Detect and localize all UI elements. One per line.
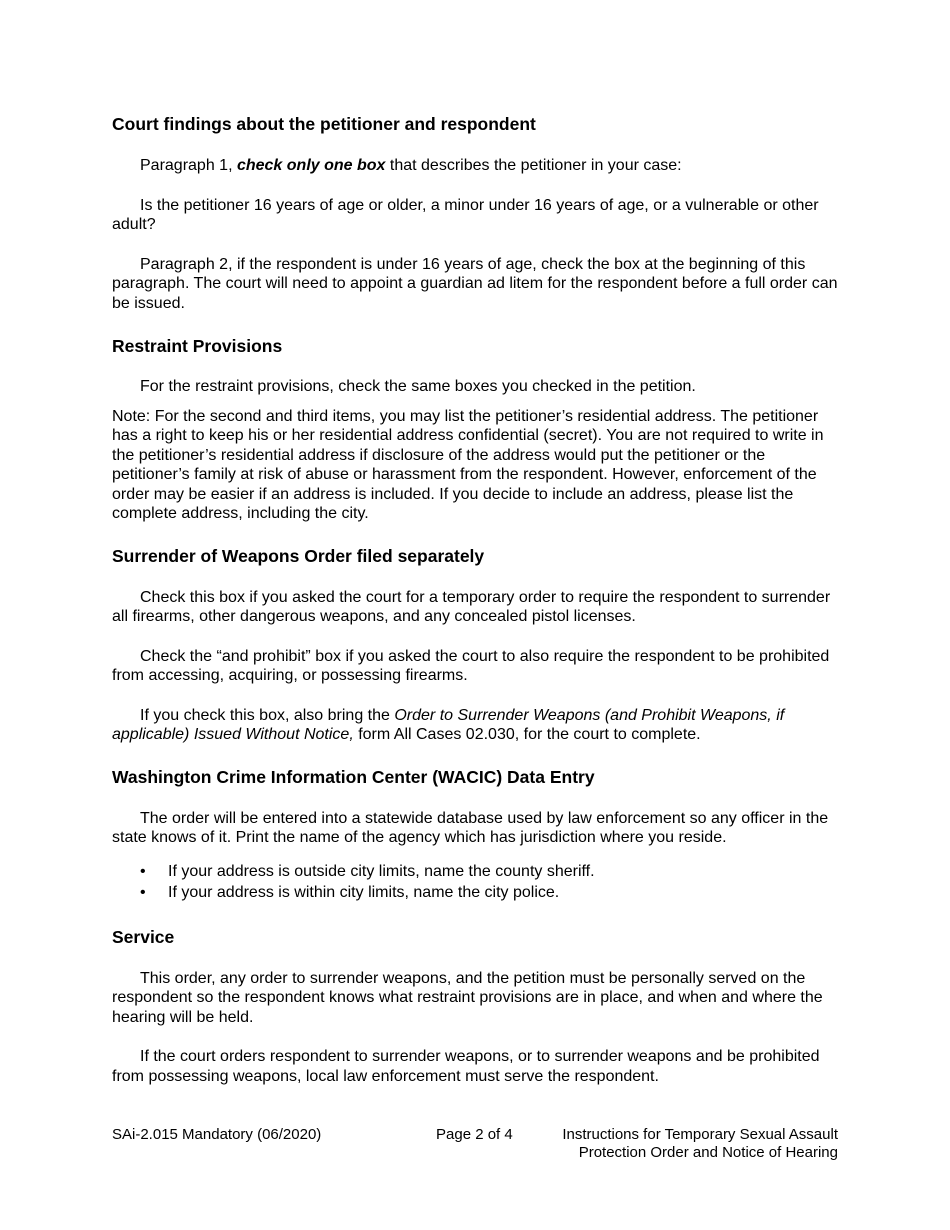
form-title-line-1: Instructions for Temporary Sexual Assault (562, 1126, 838, 1143)
order-to-surrender-form-title: Order to Surrender Weapons (and Prohibit Weapons, if applicable) Issued Without Notice, (112, 706, 785, 743)
weapons-paragraph-3 (112, 706, 838, 745)
list-item: • If your address is within city limits, name the city police. (168, 882, 838, 903)
weapons-paragraph-1: Check this box if you asked the court for a temporary order to require the respondent to surrender all firearms, other dangerous weapons, and any concealed pistol licenses. (112, 588, 831, 625)
heading-restraint-provisions: Restraint Provisions (112, 336, 283, 356)
restraint-note: Note: For the second and third items, you may list the petitioner’s residential address. The petitioner has a right to keep his or her residential address confidential (secret). You are not required to write in the petitioner’s residential address if disclosure of the address would put the petitioner or the petitioner’s family at risk of abuse or harassment from the respondent. However, enforcement of the order may be easier if an address is included. If you decide to include an address, please list the complete address, including the city. (112, 407, 824, 522)
form-title (562, 1126, 838, 1162)
weapons-p3-pre: If you check this box, also bring the (140, 706, 395, 724)
page-number: Page 2 of 4 (436, 1126, 513, 1143)
wacic-paragraph-1: The order will be entered into a statewide database used by law enforcement so any officer in the state knows of it. Print the name of the agency which has jurisdiction where you reside. (112, 809, 829, 846)
weapons-p3-post: form All Cases 02.030, for the court to complete. (353, 726, 701, 743)
court-findings-p1-post: that describes the petitioner in your case: (385, 157, 682, 174)
weapons-paragraph-2: Check the “and prohibit” box if you asked the court to also require the respondent to be prohibited from accessing, acquiring, or possessing firearms. (112, 647, 830, 684)
heading-surrender-weapons: Surrender of Weapons Order filed separately (112, 545, 485, 566)
service-paragraph-1: This order, any order to surrender weapons, and the petition must be personally served on the respondent so the respondent knows what restraint provisions are in place, and when and where the hearing will be held. (112, 969, 823, 1026)
form-title-line-2: Protection Order and Notice of Hearing (578, 1144, 838, 1161)
restraint-paragraph-1: For the restraint provisions, check the same boxes you checked in the petition. (140, 378, 696, 395)
court-findings-paragraph-3: Paragraph 2, if the respondent is under 16 years of age, check the box at the beginning of this paragraph. The court will need to appoint a guardian ad litem for the respondent before a full order can be issued. (112, 255, 838, 312)
service-paragraph-2: If the court orders respondent to surrender weapons, or to surrender weapons and be prohibited from possessing weapons, local law enforcement must serve the respondent. (112, 1048, 820, 1085)
check-only-one-box-emphasis: check only one box (236, 157, 386, 174)
form-id: SAi-2.015 Mandatory (06/2020) (112, 1126, 322, 1143)
heading-court-findings: Court findings about the petitioner and respondent (112, 114, 536, 134)
court-findings-p1-pre: Paragraph 1, (140, 157, 237, 174)
court-findings-paragraph-1 (112, 156, 838, 176)
heading-wacic: Washington Crime Information Center (WACIC) Data Entry (112, 766, 595, 787)
list-item: • If your address is outside city limits, name the county sheriff. (168, 861, 838, 882)
wacic-bullet-list (112, 861, 838, 903)
heading-service: Service (112, 926, 175, 947)
document-body (112, 112, 838, 1086)
court-findings-paragraph-2: Is the petitioner 16 years of age or older, a minor under 16 years of age, or a vulnerable or other adult? (112, 196, 819, 233)
